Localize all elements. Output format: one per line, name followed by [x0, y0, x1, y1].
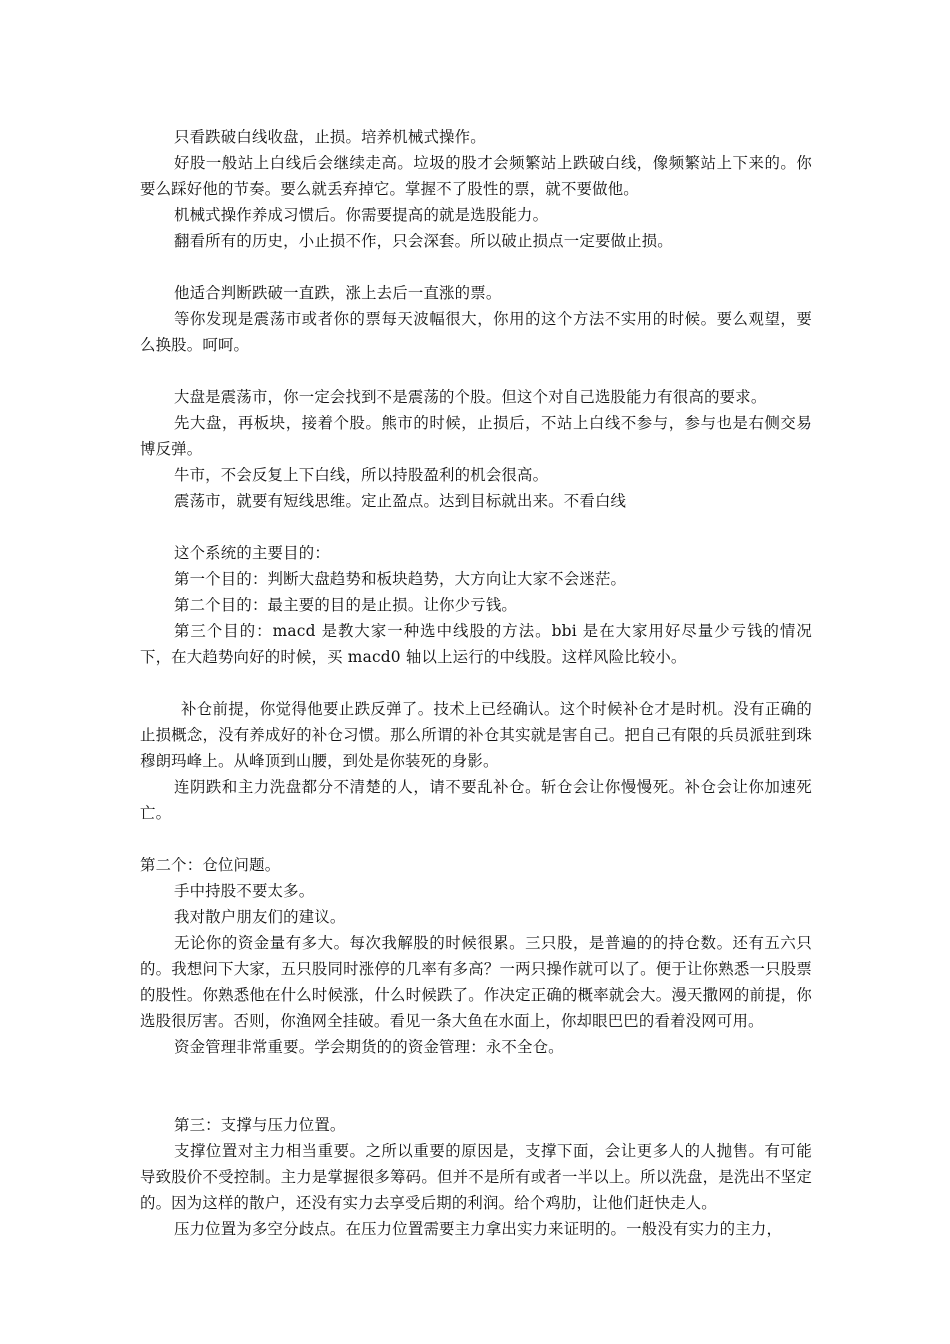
paragraph: 等你发现是震荡市或者你的票每天波幅很大，你用的这个方法不实用的时候。要么观望，要么换股。呵呵。 — [140, 310, 812, 354]
paragraph: 第二个目的：最主要的目的是止损。让你少亏钱。 — [174, 596, 517, 614]
paragraph: 大盘是震荡市，你一定会找到不是震荡的个股。但这个对自己选股能力有很高的要求。 — [174, 388, 767, 406]
paragraph-spacer — [140, 826, 812, 852]
paragraph-spacer — [140, 1060, 812, 1112]
document-body — [140, 124, 812, 1242]
paragraph: 他适合判断跌破一直跌，涨上去后一直涨的票。 — [174, 284, 502, 302]
section-heading: 这个系统的主要目的： — [174, 544, 330, 562]
paragraph-spacer — [140, 254, 812, 280]
paragraph: 连阴跌和主力洗盘都分不清楚的人，请不要乱补仓。斩仓会让你慢慢死。补仓会让你加速死亡。 — [140, 778, 812, 822]
paragraph-spacer — [140, 670, 812, 696]
paragraph: 好股一般站上白线后会继续走高。垃圾的股才会频繁站上跌破白线，像频繁站上下来的。你要么踩好他的节奏。要么就丢弃掉它。掌握不了股性的票，就不要做他。 — [140, 154, 812, 198]
paragraph: 翻看所有的历史，小止损不作，只会深套。所以破止损点一定要做止损。 — [174, 232, 673, 250]
paragraph: 机械式操作养成习惯后。你需要提高的就是选股能力。 — [174, 206, 549, 224]
paragraph: 第一个目的：判断大盘趋势和板块趋势，大方向让大家不会迷茫。 — [174, 570, 627, 588]
paragraph: 牛市，不会反复上下白线，所以持股盈利的机会很高。 — [174, 466, 549, 484]
paragraph: 只看跌破白线收盘，止损。培养机械式操作。 — [174, 128, 486, 146]
paragraph: 先大盘，再板块，接着个股。熊市的时候，止损后，不站上白线不参与，参与也是右侧交易博反弹。 — [140, 414, 812, 458]
paragraph: 无论你的资金量有多大。每次我解股的时候很累。三只股，是普遍的的持仓数。还有五六只的。我想问下大家，五只股同时涨停的几率有多高？一两只操作就可以了。便于让你熟悉一只股票的股性。你熟悉他在什么时候涨，什么时候跌了。作决定正确的概率就会大。漫天撒网的前提，你选股很厉害。否则，你渔网全挂破。看见一条大鱼在水面上，你却眼巴巴的看着没网可用。 — [140, 934, 812, 1030]
paragraph: 手中持股不要太多。 — [174, 882, 315, 900]
paragraph: 支撑位置对主力相当重要。之所以重要的原因是，支撑下面，会让更多人的人抛售。有可能导致股价不受控制。主力是掌握很多筹码。但并不是所有或者一半以上。所以洗盘，是洗出不坚定的。因为这样的散户，还没有实力去享受后期的利润。给个鸡肋，让他们赶快走人。 — [140, 1142, 812, 1212]
paragraph: 我对散户朋友们的建议。 — [174, 908, 346, 926]
paragraph-spacer — [140, 358, 812, 384]
paragraph: 补仓前提，你觉得他要止跌反弹了。技术上已经确认。这个时候补仓才是时机。没有正确的止损概念，没有养成好的补仓习惯。那么所谓的补仓其实就是害自己。把自己有限的兵员派驻到珠穆朗玛峰上。从峰顶到山腰，到处是你装死的身影。 — [140, 700, 812, 770]
paragraph-spacer — [140, 514, 812, 540]
section-heading: 第三：支撑与压力位置。 — [174, 1116, 346, 1134]
paragraph: 资金管理非常重要。学会期货的的资金管理：永不全仓。 — [174, 1038, 564, 1056]
paragraph: 第三个目的：macd 是教大家一种选中线股的方法。bbi 是在大家用好尽量少亏钱的情况下，在大趋势向好的时候，买 macd0 轴以上运行的中线股。这样风险比较小。 — [140, 622, 812, 666]
section-heading: 第二个：仓位问题。 — [140, 856, 281, 874]
paragraph: 震荡市，就要有短线思维。定止盈点。达到目标就出来。不看白线 — [174, 492, 627, 510]
paragraph: 压力位置为多空分歧点。在压力位置需要主力拿出实力来证明的。一般没有实力的主力， — [174, 1220, 783, 1238]
